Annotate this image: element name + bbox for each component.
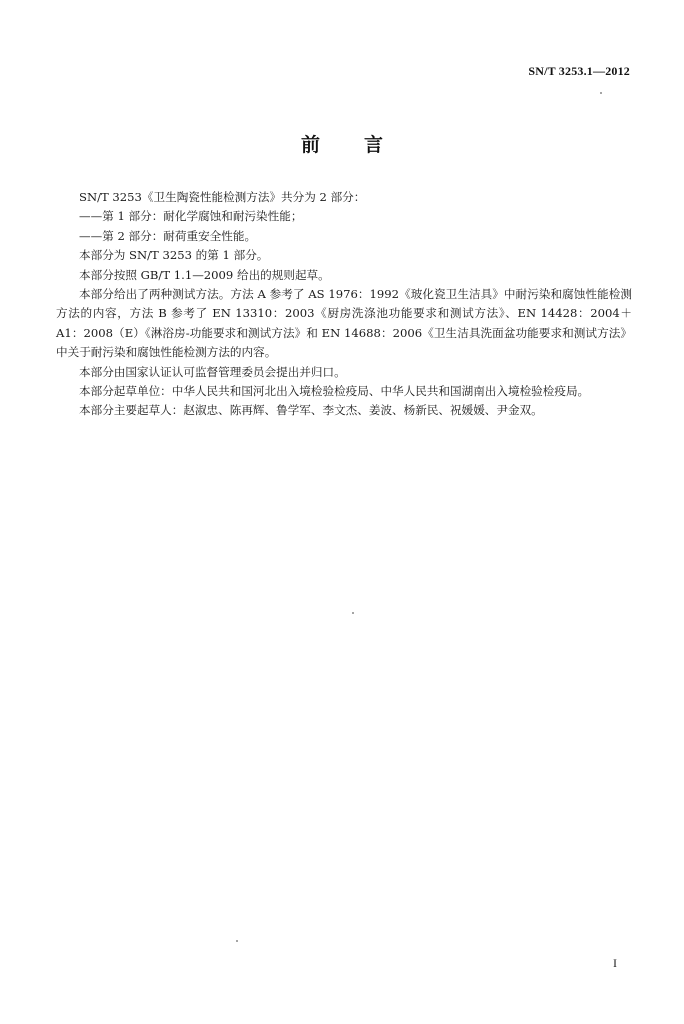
list-item-part-1: ——第 1 部分：耐化学腐蚀和耐污染性能； [79,209,303,224]
page-number: I [613,956,617,970]
scan-speck [600,92,602,94]
scan-speck [236,940,238,942]
paragraph-test-methods: 本部分给出了两种测试方法。方法 A 参考了 AS 1976：1992《玻化瓷卫生洁具》中耐污染和腐蚀性能检测方法的内容，方法 B 参考了 EN 13310：2003《厨房洗涤池功能要求和测试方法》、EN 14428：2004＋A1：2008（E）《淋浴房-功能要求和测试方法》和 EN 14688：2006《卫生洁具洗面盆功能要求和测试方法》中关于耐污染和腐蚀性能检测方法的内容。 [56,287,632,360]
paragraph-proposer: 本部分由国家认证认可监督管理委员会提出并归口。 [79,364,346,379]
paragraph-drafting-rules: 本部分按照 GB/T 1.1—2009 给出的规则起草。 [79,267,330,282]
standard-code: SN/T 3253.1—2012 [528,64,630,78]
paragraph-drafting-units: 本部分起草单位：中华人民共和国河北出入境检验检疫局、中华人民共和国湖南出入境检验检疫局。 [79,384,590,399]
page-title: 前言 [300,134,427,156]
paragraph-intro: SN/T 3253《卫生陶瓷性能检测方法》共分为 2 部分： [79,190,366,204]
paragraph-drafters: 本部分主要起草人：赵淑忠、陈再辉、鲁学军、李文杰、姜波、杨新民、祝媛媛、尹金双。 [79,403,543,418]
foreword-body [56,188,632,421]
list-item-part-2: ——第 2 部分：耐荷重安全性能。 [79,228,257,243]
scan-speck [352,612,354,614]
paragraph-part-statement: 本部分为 SN/T 3253 的第 1 部分。 [79,248,269,263]
